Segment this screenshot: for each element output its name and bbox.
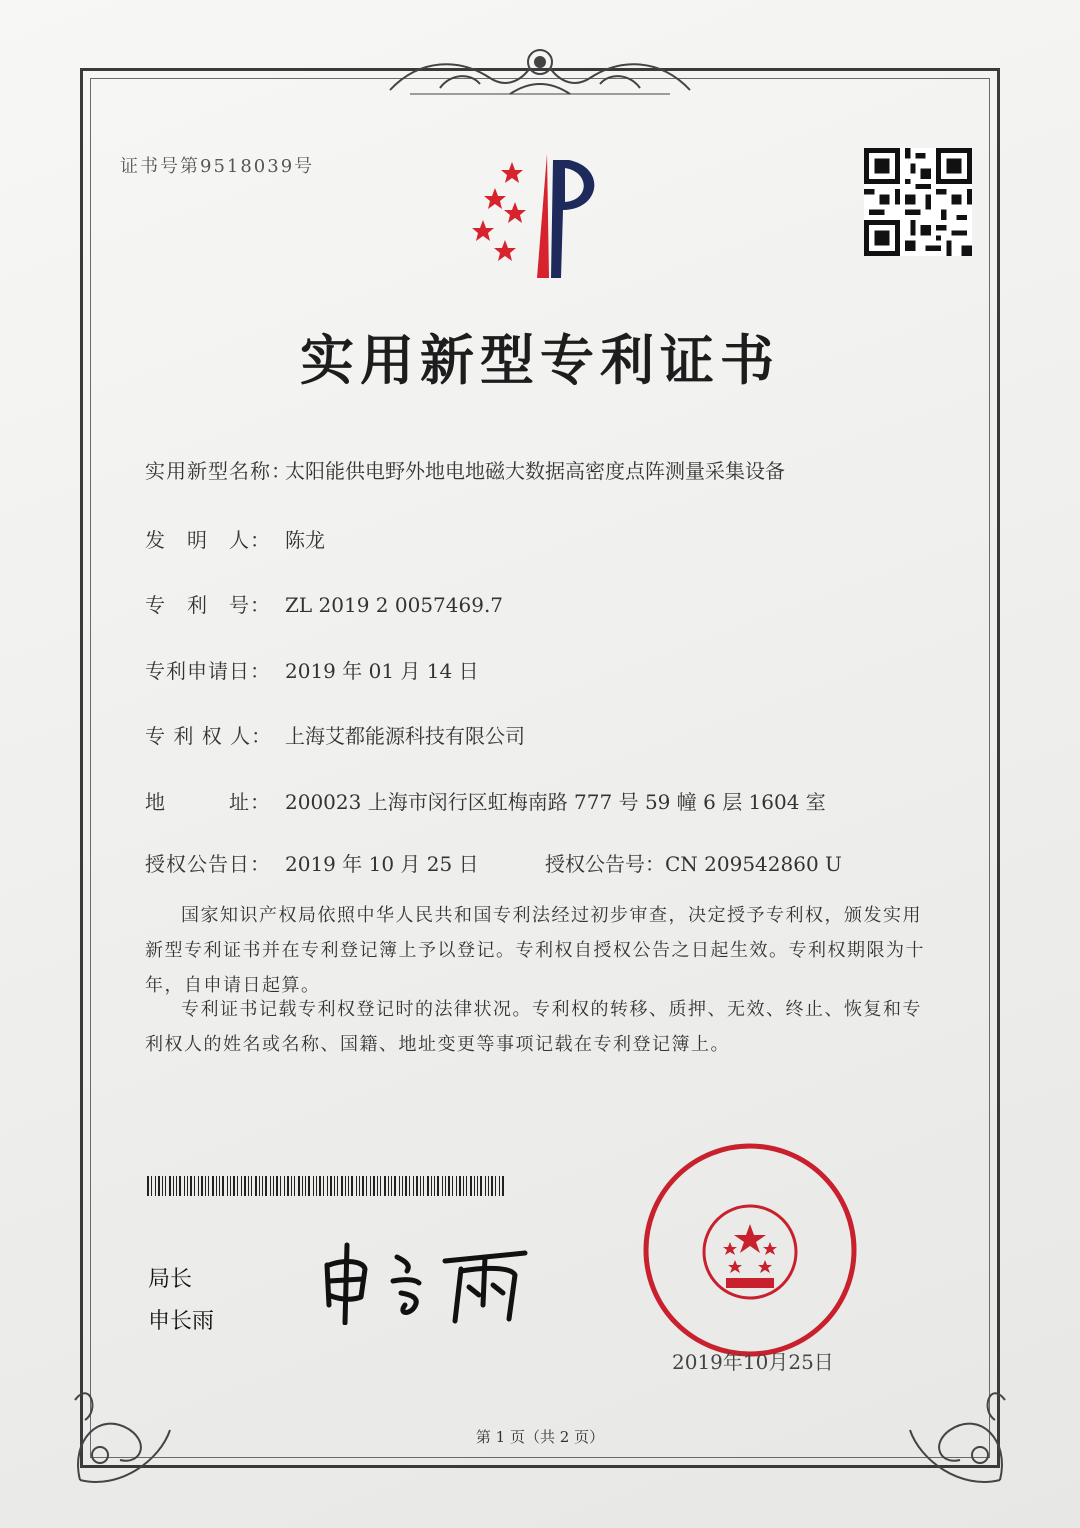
field-address xyxy=(145,786,826,815)
field-label: 实用新型名称： xyxy=(145,459,292,483)
field-patent-number xyxy=(145,589,503,618)
field-label: 专利申请日： xyxy=(145,659,271,683)
official-seal xyxy=(640,1140,860,1360)
field-label: 授权公告号： xyxy=(545,852,665,876)
field-label: 发 明 人： xyxy=(145,528,271,552)
bottom-right-ornament xyxy=(880,1340,1020,1490)
field-value: 上海艾都能源科技有限公司 xyxy=(285,724,525,748)
field-value: CN 209542860 U xyxy=(665,852,842,876)
qr-code xyxy=(864,148,972,256)
field-grant-date xyxy=(145,848,479,877)
director-name: 申长雨 xyxy=(148,1309,215,1334)
field-value: 200023 上海市闵行区虹梅南路 777 号 59 幢 6 层 1604 室 xyxy=(285,790,826,814)
field-label: 地 址： xyxy=(145,790,271,814)
top-ornament xyxy=(380,38,700,102)
field-value: 太阳能供电野外地电地磁大数据高密度点阵测量采集设备 xyxy=(285,459,785,483)
field-utility-model-name xyxy=(145,455,785,484)
field-label: 专 利 号： xyxy=(145,593,271,617)
field-value: 2019 年 01 月 14 日 xyxy=(285,659,479,683)
certificate-number: 证书号第9518039号 xyxy=(120,156,315,177)
field-announcement-number xyxy=(545,848,842,877)
field-patentee xyxy=(145,720,525,749)
seal-date: 2019年10月25日 xyxy=(672,1350,834,1374)
certificate-title: 实用新型专利证书 xyxy=(300,328,780,392)
field-label: 授权公告日： xyxy=(145,852,271,876)
paragraph-grant-statement: 国家知识产权局依照中华人民共和国专利法经过初步审查，决定授予专利权，颁发实用新型专利证书并在专利登记簿上予以登记。专利权自授权公告之日起生效。专利权期限为十年，自申请日起算。 xyxy=(145,905,925,996)
field-value: ZL 2019 2 0057469.7 xyxy=(285,593,504,617)
cnipa-logo xyxy=(465,150,635,285)
director-signature xyxy=(315,1235,555,1325)
paragraph-legal-status: 专利证书记载专利权登记时的法律状况。专利权的转移、质押、无效、终止、恢复和专利权人的姓名或名称、国籍、地址变更等事项记载在专利登记簿上。 xyxy=(145,999,922,1055)
field-value: 陈龙 xyxy=(285,528,325,552)
director-title: 局长 xyxy=(148,1267,193,1292)
field-inventor xyxy=(145,524,325,553)
bottom-left-ornament xyxy=(60,1340,200,1490)
field-application-date xyxy=(145,655,479,684)
field-value: 2019 年 10 月 25 日 xyxy=(285,852,479,876)
barcode xyxy=(147,1176,507,1196)
page-number: 第 1 页（共 2 页） xyxy=(475,1428,605,1446)
field-label: 专 利 权 人： xyxy=(145,724,273,748)
